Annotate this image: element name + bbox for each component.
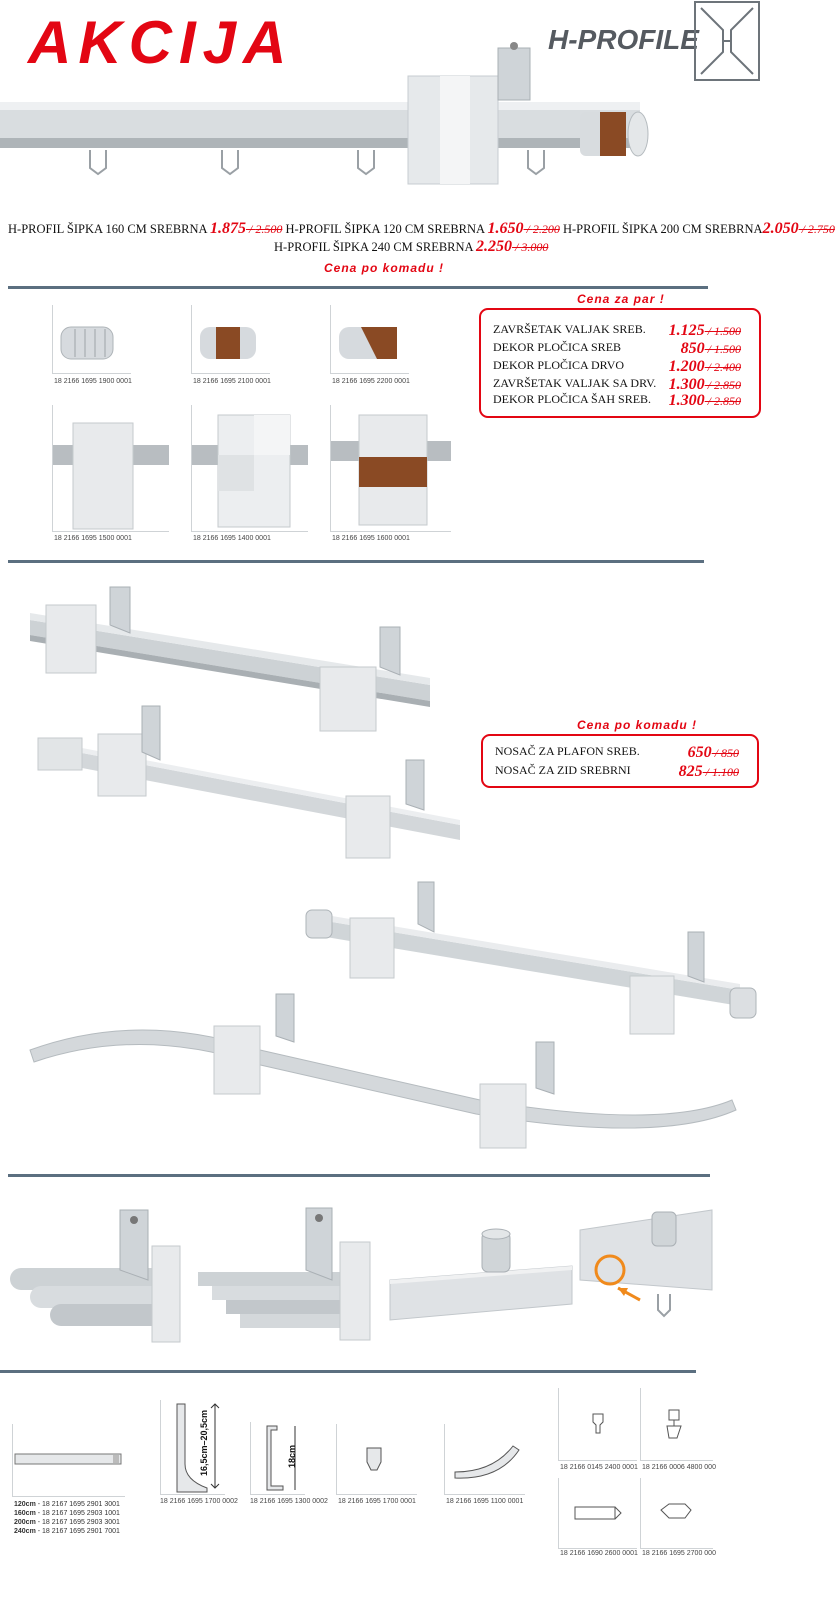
price-row: ZAVRŠETAK VALJAK SREB. 1.125 / 1.500 <box>493 322 741 339</box>
item-label: ZAVRŠETAK VALJAK SA DRV. <box>493 376 657 390</box>
price-row: DEKOR PLOČICA SREB 850 / 1.500 <box>493 340 741 357</box>
product-thumb <box>250 1422 305 1495</box>
item-new-price: 850 <box>680 340 705 357</box>
rod-code-item: 120cm - 18 2167 1695 2901 3001 <box>14 1501 120 1508</box>
product-code: 18 2166 0006 4800 000 <box>642 1464 716 1471</box>
item-old-price: 850 <box>721 746 739 760</box>
product-code: 18 2166 1695 1400 0001 <box>193 535 271 542</box>
piece-price-note: Cena po komadu ! <box>577 718 698 732</box>
item-label: NOSAČ ZA PLAFON SREB. <box>495 744 640 758</box>
dimension-label: 18cm <box>287 1444 297 1468</box>
product-thumb <box>191 305 270 374</box>
rod-glider-detail-illustration <box>580 1200 715 1330</box>
product-thumb <box>640 1478 713 1549</box>
product-code: 18 2166 0145 2400 0001 <box>560 1464 638 1471</box>
rod-new-price: 2.250 <box>476 238 513 255</box>
flat-double-rod-bracket-illustration <box>198 1200 383 1350</box>
rod-code-item: 160cm - 18 2167 1695 2903 1001 <box>14 1510 120 1517</box>
hero-rod-illustration <box>0 30 680 205</box>
single-rod-assembly-illustration <box>30 700 470 870</box>
rod-price-note: Cena po komadu ! <box>324 261 445 275</box>
rod-label: H-PROFIL ŠIPKA 120 CM SREBRNA <box>285 222 485 236</box>
product-thumb <box>640 1388 713 1461</box>
ceiling-mount-rod-illustration <box>390 1200 580 1350</box>
round-double-rod-bracket-illustration <box>10 1200 185 1350</box>
item-label: NOSAČ ZA ZID SREBRNI <box>495 763 631 777</box>
divider <box>8 286 708 289</box>
rod-code-item: 240cm - 18 2167 1695 2901 7001 <box>14 1528 120 1535</box>
price-row: NOSAČ ZA PLAFON SREB. 650 / 850 <box>495 744 739 761</box>
rod-price-line-2: H-PROFIL ŠIPKA 240 CM SREBRNA 2.250 / 3.000 <box>274 238 549 255</box>
rod-old-price: 3.000 <box>521 240 549 254</box>
product-code: 18 2166 1690 2600 0001 <box>560 1550 638 1557</box>
rod-code-item: 200cm - 18 2167 1695 2903 3001 <box>14 1519 120 1526</box>
product-thumb <box>444 1424 525 1495</box>
item-new-price: 1.300 <box>668 392 705 409</box>
product-code: 18 2166 1695 2200 0001 <box>332 378 410 385</box>
divider <box>0 1370 696 1373</box>
rod-code-list <box>14 1500 120 1536</box>
product-code: 18 2166 1695 1100 0001 <box>446 1498 524 1505</box>
divider <box>8 560 704 563</box>
rod-new-price: 1.875 <box>210 220 247 237</box>
item-old-price: 1.500 <box>714 342 741 356</box>
rod-old-price: 2.750 <box>807 222 835 236</box>
item-new-price: 1.125 <box>668 322 705 339</box>
rod-new-price: 1.650 <box>487 220 524 237</box>
product-thumb <box>52 305 131 374</box>
h-profile-logo-icon <box>693 0 761 82</box>
product-thumb <box>558 1478 637 1549</box>
item-old-price: 2.850 <box>714 378 741 392</box>
curved-rod-illustration <box>20 990 750 1160</box>
product-code: 18 2166 1695 2700 000 <box>642 1550 716 1557</box>
product-thumb <box>160 1400 225 1495</box>
product-thumb <box>12 1424 125 1497</box>
item-label: DEKOR PLOČICA ŠAH SREB. <box>493 392 652 406</box>
rod-label: H-PROFIL ŠIPKA 240 CM SREBRNA <box>274 240 473 254</box>
product-thumb <box>330 405 451 532</box>
item-old-price: 2.850 <box>714 394 741 408</box>
product-thumb <box>558 1388 637 1461</box>
item-new-price: 650 <box>687 744 712 761</box>
product-code: 18 2166 1695 1600 0001 <box>332 535 410 542</box>
dimension-label: 16,5cm–20,5cm <box>199 1409 209 1476</box>
item-label: DEKOR PLOČICA DRVO <box>493 358 625 372</box>
piece-price-box <box>481 734 759 788</box>
rod-new-price: 2.050 <box>762 220 799 237</box>
pair-price-box <box>479 308 761 418</box>
rod-label: H-PROFIL ŠIPKA 200 CM SREBRNA <box>562 222 763 236</box>
divider <box>8 1174 710 1177</box>
price-row: DEKOR PLOČICA DRVO 1.200 / 2.400 <box>493 358 741 375</box>
rod-old-price: 2.200 <box>532 222 560 236</box>
price-row: NOSAČ ZA ZID SREBRNI 825 / 1.100 <box>495 763 739 780</box>
brand-name: H-PROFILE <box>548 24 699 55</box>
item-label: ZAVRŠETAK VALJAK SREB. <box>493 322 646 336</box>
product-thumb <box>52 405 169 532</box>
rod-price-line-1: H-PROFIL ŠIPKA 160 CM SREBRNA 1.875 / 2.500 H-PROFIL ŠIPKA 120 CM SREBRNA 1.650 / 2.200 H-PROFIL ŠIPKA 200 CM SREBRNA2.050 / 2.750 <box>8 220 835 237</box>
price-row: DEKOR PLOČICA ŠAH SREB. 1.300 / 2.850 <box>493 392 741 409</box>
product-code: 18 2166 1695 2100 0001 <box>193 378 271 385</box>
product-code: 18 2166 1695 1700 0001 <box>338 1498 416 1505</box>
rod-label: H-PROFIL ŠIPKA 160 CM SREBRNA <box>8 222 207 236</box>
item-new-price: 1.300 <box>668 376 705 393</box>
item-old-price: 1.500 <box>714 324 741 338</box>
rod-old-price: 2.500 <box>255 222 283 236</box>
price-row: ZAVRŠETAK VALJAK SA DRV. 1.300 / 2.850 <box>493 376 741 393</box>
item-new-price: 1.200 <box>668 358 705 375</box>
item-old-price: 1.100 <box>712 765 739 779</box>
product-code: 18 2166 1695 1300 0002 <box>250 1498 328 1505</box>
product-code: 18 2166 1695 1700 0002 <box>160 1498 238 1505</box>
item-new-price: 825 <box>678 763 703 780</box>
product-thumb <box>330 305 409 374</box>
page-title: AKCIJA <box>28 9 294 76</box>
product-thumb <box>191 405 308 532</box>
product-thumb <box>336 1424 417 1495</box>
product-code: 18 2166 1695 1900 0001 <box>54 378 132 385</box>
item-label: DEKOR PLOČICA SREB <box>493 340 622 354</box>
product-code: 18 2166 1695 1500 0001 <box>54 535 132 542</box>
pair-price-note: Cena za par ! <box>577 292 665 306</box>
item-old-price: 2.400 <box>714 360 741 374</box>
